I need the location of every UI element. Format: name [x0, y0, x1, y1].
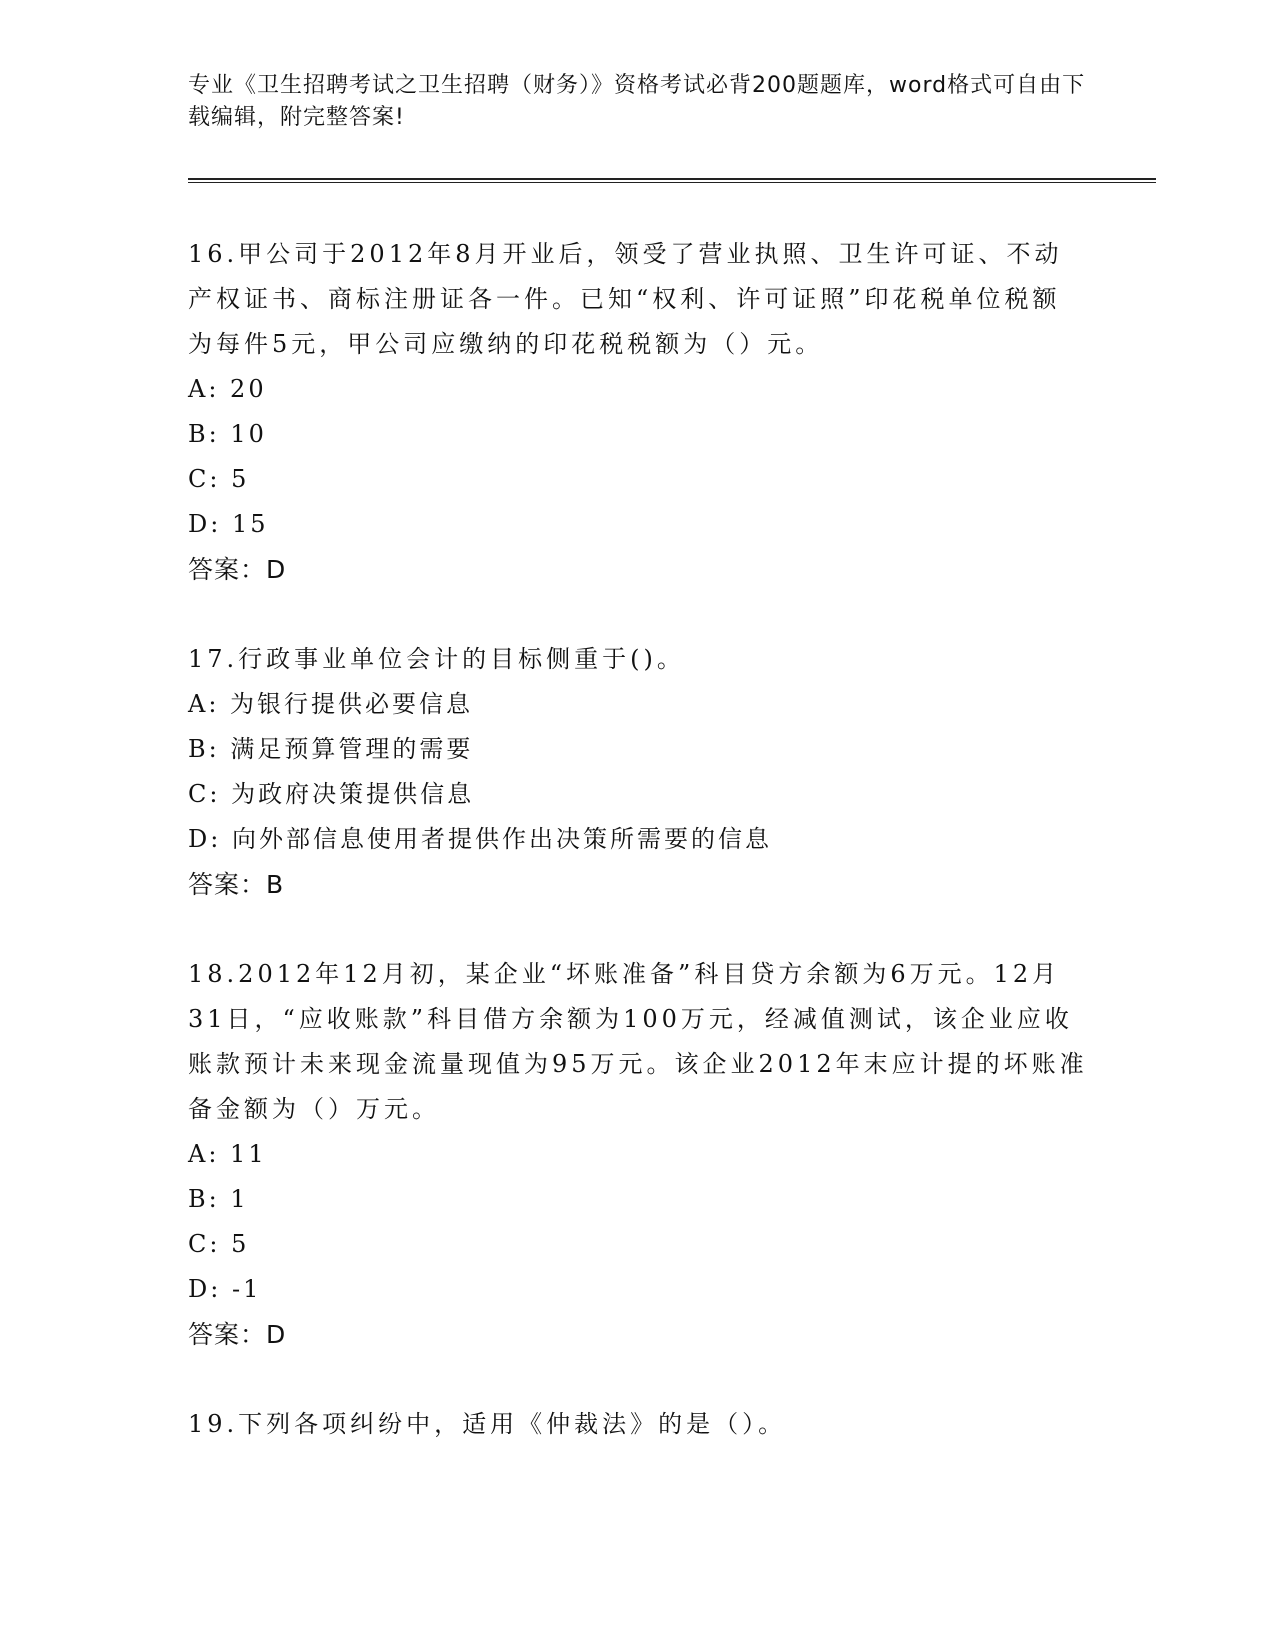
option-c: C: 5	[188, 1230, 250, 1258]
question-stem: 19.下列各项纠纷中，适用《仲裁法》的是（）。	[188, 1410, 787, 1438]
question-19	[188, 1402, 1088, 1447]
option-d: D: -1	[188, 1275, 262, 1303]
question-16	[188, 232, 1088, 593]
question-stem: 16.甲公司于2012年8月开业后，领受了营业执照、卫生许可证、不动产权证书、商标注册证各一件。已知“权利、许可证照”印花税单位税额为每件5元，甲公司应缴纳的印花税税额为（）元。	[188, 240, 1063, 358]
answer-line: 答案：B	[188, 870, 285, 899]
document-header: 专业《卫生招聘考试之卫生招聘（财务）》资格考试必背200题题库，word格式可自由下载编辑，附完整答案!	[188, 73, 1086, 130]
option-c: C: 为政府决策提供信息	[188, 780, 475, 808]
header-divider	[188, 178, 1156, 183]
option-b: B: 满足预算管理的需要	[188, 735, 474, 763]
question-stem: 18.2012年12月初，某企业“坏账准备”科目贷方余额为6万元。12月31日，“应收账款”科目借方余额为100万元，经减值测试，该企业应收账款预计未来现金流量现值为95万元。该企业2012年末应计提的坏账准备金额为（）万元。	[188, 960, 1088, 1123]
option-b: B: 10	[188, 420, 267, 448]
option-a: A: 为银行提供必要信息	[188, 690, 474, 718]
option-d: D: 向外部信息使用者提供作出决策所需要的信息	[188, 825, 772, 853]
question-list	[188, 232, 1088, 1491]
answer-line: 答案：D	[188, 555, 287, 584]
option-list	[188, 367, 1088, 547]
option-list	[188, 1132, 1088, 1312]
option-b: B: 1	[188, 1185, 249, 1213]
answer-line: 答案：D	[188, 1320, 287, 1349]
option-a: A: 20	[188, 375, 267, 403]
option-d: D: 15	[188, 510, 269, 538]
question-18	[188, 952, 1088, 1358]
option-c: C: 5	[188, 465, 250, 493]
question-17	[188, 637, 1088, 908]
question-stem: 17.行政事业单位会计的目标侧重于()。	[188, 645, 685, 673]
option-list	[188, 682, 1088, 862]
option-a: A: 11	[188, 1140, 267, 1168]
